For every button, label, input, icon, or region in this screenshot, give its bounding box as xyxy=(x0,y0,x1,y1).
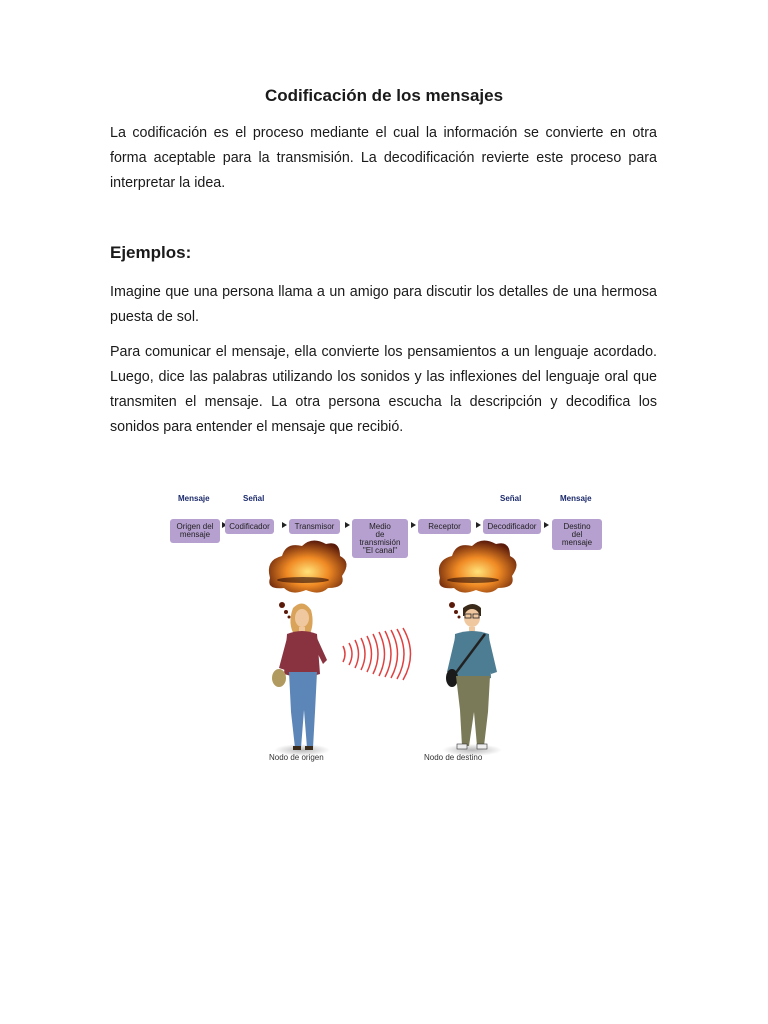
examples-heading: Ejemplos: xyxy=(110,243,192,262)
box-destino-mensaje: Destino del mensaje xyxy=(552,519,602,550)
sound-waves xyxy=(343,628,411,680)
illustration xyxy=(165,488,610,778)
label-senal-right: Señal xyxy=(500,494,522,503)
box-origen-mensaje: Origen del mensaje xyxy=(170,519,220,543)
box-medio-transmision: Medio de transmisión "El canal" xyxy=(352,519,408,558)
communication-diagram xyxy=(165,488,610,778)
label-mensaje-right: Mensaje xyxy=(560,494,592,503)
box-transmisor: Transmisor xyxy=(289,519,340,534)
box-decodificador: Decodificador xyxy=(483,519,541,534)
page-title: Codificación de los mensajes xyxy=(264,86,504,105)
woman-figure xyxy=(272,603,330,756)
example-paragraph-1: Imagine que una persona llama a un amigo para discutir los detalles de una hermosa puesta de sol. xyxy=(110,284,657,325)
node-destination-label: Nodo de destino xyxy=(424,753,483,762)
intro-paragraph: La codificación es el proceso mediante el cual la información se convierte en otra forma aceptable para la transmisión. La decodificación revierte este proceso para interpretar la idea. xyxy=(110,125,657,191)
man-figure xyxy=(442,604,502,756)
node-origin-label: Nodo de origen xyxy=(269,753,324,762)
label-mensaje-left: Mensaje xyxy=(178,494,210,503)
label-senal-left: Señal xyxy=(243,494,265,503)
example-paragraph-2: Para comunicar el mensaje, ella convierte los pensamientos a un lenguaje acordado. Luego, dice las palabras utilizando los sonidos y las inflexiones del lenguaje oral que transmiten el mensaje. La otra persona escucha la descripción y decodifica los sonidos para entender el mensaje que recibió. xyxy=(110,344,657,435)
box-codificador: Codificador xyxy=(225,519,274,534)
box-receptor: Receptor xyxy=(418,519,471,534)
